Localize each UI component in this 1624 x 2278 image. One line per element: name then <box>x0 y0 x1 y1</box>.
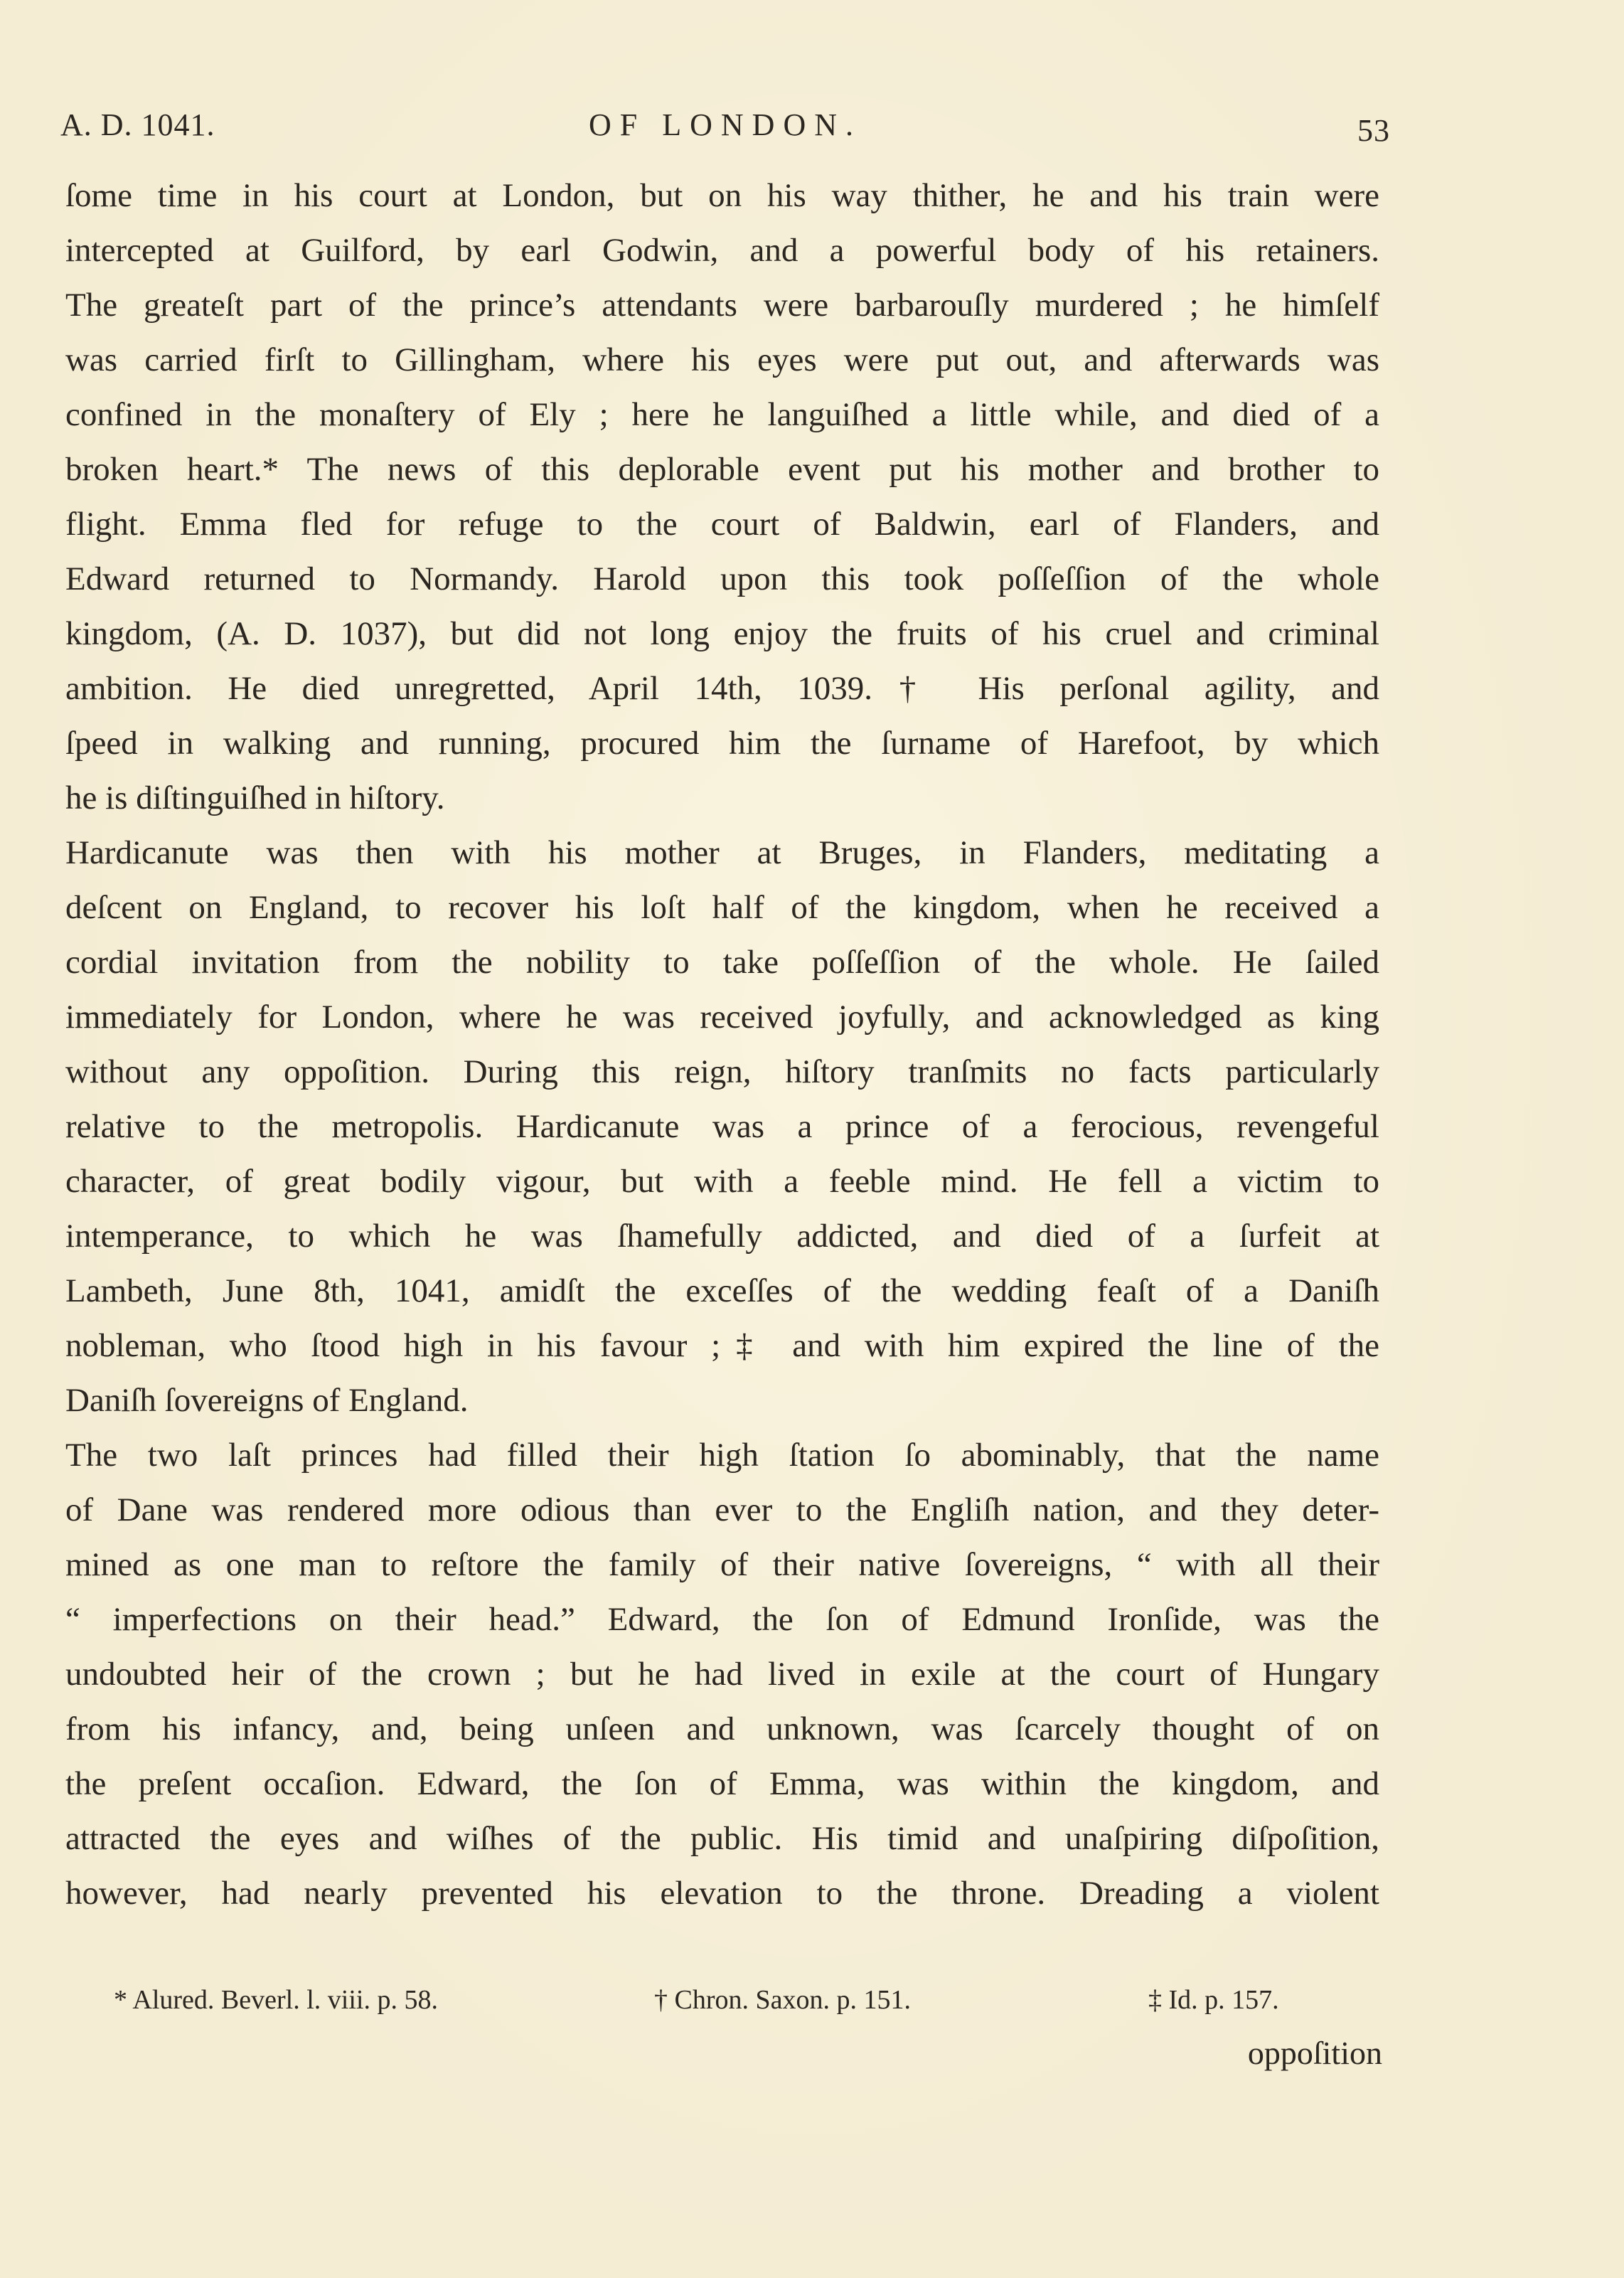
text-line: flight. Emma fled for refuge to the court of Baldwin, earl of Flanders, and <box>65 506 1379 543</box>
text-line: relative to the metropolis. Hardicanute was a prince of a ferocious, revengeful <box>65 1108 1379 1145</box>
text-line: was carried firſt to Gillingham, where his eyes were put out, and afterwards was <box>65 341 1379 378</box>
text-line: of Dane was rendered more odious than ever to the Engliſh nation, and they deter- <box>65 1491 1379 1528</box>
text-line: confined in the monaſtery of Ely ; here he languiſhed a little while, and died of a <box>65 396 1379 433</box>
text-line: ambition. He died unregretted, April 14th, 1039.† His perſonal agility, and <box>65 670 1379 707</box>
text-line: intercepted at Guilford, by earl Godwin, and a powerful body of his retainers. <box>65 232 1379 269</box>
running-head <box>60 107 1390 149</box>
text-line: Lambeth, June 8th, 1041, amidſt the exceſſes of the wedding feaſt of a Daniſh <box>65 1272 1379 1309</box>
text-line: The greateſt part of the prince’s attendants were barbarouſly murdered ; he himſelf <box>65 287 1379 324</box>
text-line: from his infancy, and, being unſeen and unknown, was ſcarcely thought of on <box>65 1710 1379 1747</box>
footnotes <box>114 1984 1394 2027</box>
text-line: The two laſt princes had filled their high ſtation ſo abominably, that the name <box>65 1437 1379 1474</box>
text-line: mined as one man to reſtore the family of their native ſovereigns, “ with all their <box>65 1546 1379 1583</box>
text-line: he is diſtinguiſhed in hiſtory. <box>65 779 445 816</box>
text-line: however, had nearly prevented his elevation to the throne. Dreading a violent <box>65 1875 1379 1912</box>
text-line: Daniſh ſovereigns of England. <box>65 1382 469 1419</box>
page-number: 53 <box>1357 113 1390 148</box>
text-line: nobleman, who ſtood high in his favour ;‡ and with him expired the line of the <box>65 1327 1379 1364</box>
text-line: ſpeed in walking and running, procured him the ſurname of Harefoot, by which <box>65 725 1379 762</box>
text-line: immediately for London, where he was received joyfully, and acknowledged as king <box>65 999 1379 1036</box>
text-line: kingdom, (A. D. 1037), but did not long enjoy the fruits of his cruel and criminal <box>65 615 1379 652</box>
footnote-2: † Chron. Saxon. p. 151. <box>654 1985 911 2015</box>
text-line: ſome time in his court at London, but on his way thither, he and his train were <box>65 177 1379 214</box>
text-line: the preſent occaſion. Edward, the ſon of Emma, was within the kingdom, and <box>65 1765 1379 1802</box>
text-line: broken heart.* The news of this deplorable event put his mother and brother to <box>65 451 1379 488</box>
text-line: attracted the eyes and wiſhes of the public. His timid and unaſpiring diſpoſition, <box>65 1820 1379 1857</box>
text-line: intemperance, to which he was ſhamefully addicted, and died of a ſurfeit at <box>65 1218 1379 1255</box>
running-head-date: A. D. 1041. <box>60 107 215 142</box>
running-head-title: OF LONDON. <box>589 107 862 142</box>
body-text <box>65 169 1379 1921</box>
footnote-3: ‡ Id. p. 157. <box>1148 1985 1279 2015</box>
text-line: Hardicanute was then with his mother at Bruges, in Flanders, meditating a <box>65 834 1379 871</box>
text-line: character, of great bodily vigour, but with a feeble mind. He fell a victim to <box>65 1163 1379 1200</box>
text-line: deſcent on England, to recover his loſt half of the kingdom, when he received a <box>65 889 1379 926</box>
text-line: cordial invitation from the nobility to take poſſeſſion of the whole. He ſailed <box>65 944 1379 981</box>
text-line: “ imperfections on their head.” Edward, the ſon of Edmund Ironſide, was the <box>65 1601 1379 1638</box>
text-line: without any oppoſition. During this reign, hiſtory tranſmits no facts particularly <box>65 1053 1379 1090</box>
text-line: undoubted heir of the crown ; but he had lived in exile at the court of Hungary <box>65 1656 1379 1693</box>
footnote-1: * Alured. Beverl. l. viii. p. 58. <box>114 1985 438 2015</box>
catchword: oppoſition <box>1247 2035 1382 2071</box>
text-line: Edward returned to Normandy. Harold upon this took poſſeſſion of the whole <box>65 560 1379 597</box>
